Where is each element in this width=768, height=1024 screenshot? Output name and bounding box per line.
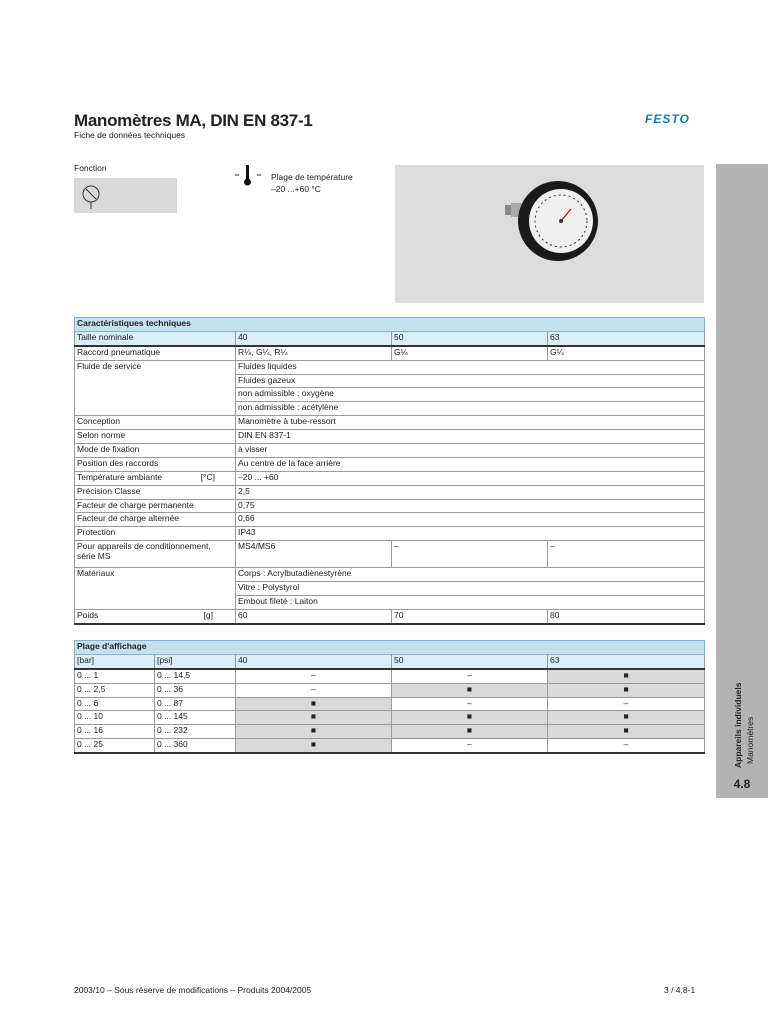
table-row — [75, 485, 705, 499]
chapter-subtitle: Manomètres — [745, 716, 755, 764]
table-row — [75, 346, 705, 360]
table-row — [75, 725, 705, 739]
row-label: Mode de fixation — [75, 444, 236, 458]
table-row — [75, 416, 705, 430]
size-label: Taille nominale — [75, 331, 236, 345]
cell: non admissible : acétylène — [236, 402, 705, 416]
pressure-gauge-symbol-icon — [74, 178, 177, 213]
cell-psi: 0 ... 232 — [155, 725, 236, 739]
cell: Manomètre à tube-ressort — [236, 416, 705, 430]
row-label: Conception — [75, 416, 236, 430]
cell-50: ■ — [392, 711, 548, 725]
label-line: Pour appareils de conditionnement, — [77, 541, 211, 552]
cell: G¼ — [548, 346, 705, 360]
row-label: Précision Classe — [75, 485, 236, 499]
size-63: 63 — [548, 331, 705, 345]
cell: Fluides liquides — [236, 360, 705, 374]
unit: [g] — [203, 609, 213, 620]
cell-bar: 0 ... 2,5 — [75, 683, 155, 697]
table-row — [75, 331, 705, 345]
row-label: Protection — [75, 527, 236, 541]
cell-40: – — [236, 669, 392, 683]
table-row — [75, 568, 705, 582]
cell: 60 — [236, 609, 392, 623]
row-label: Matériaux — [75, 568, 236, 610]
cell-63: – — [548, 739, 705, 753]
table-row — [75, 527, 705, 541]
cell-bar: 0 ... 1 — [75, 669, 155, 683]
label-text: Température ambiante — [77, 471, 163, 482]
table-row — [75, 654, 705, 668]
row-label — [75, 471, 236, 485]
size-40: 40 — [236, 331, 392, 345]
cell: IP43 — [236, 527, 705, 541]
cell-50: – — [392, 669, 548, 683]
function-symbol-box — [74, 178, 177, 213]
cell-40: ■ — [236, 739, 392, 753]
cell: G¼ — [392, 346, 548, 360]
table-row — [75, 683, 705, 697]
cell-40: ■ — [236, 725, 392, 739]
temperature-value: –20 ...+60 °C — [271, 184, 321, 194]
row-label: Selon norme — [75, 430, 236, 444]
cell: –20 ... +60 — [236, 471, 705, 485]
cell-50: – — [392, 739, 548, 753]
cell-40: – — [236, 683, 392, 697]
cell: 0,66 — [236, 513, 705, 527]
col-bar: [bar] — [75, 654, 155, 668]
cell: Au centre de la face arrière — [236, 457, 705, 471]
cell-bar: 0 ... 6 — [75, 697, 155, 711]
temperature-label: Plage de température — [271, 172, 353, 182]
cell: Vitre : Polystyrol — [236, 582, 705, 596]
cell-40: ■ — [236, 697, 392, 711]
cell-63: ■ — [548, 669, 705, 683]
table-row — [75, 457, 705, 471]
thermometer-icon — [233, 164, 263, 188]
table-row — [75, 697, 705, 711]
tech-specs-table — [74, 317, 705, 625]
cell: – — [548, 541, 705, 568]
cell-psi: 0 ... 360 — [155, 739, 236, 753]
chapter-tab-text — [716, 680, 768, 770]
cell-50: ■ — [392, 683, 548, 697]
cell-bar: 0 ... 25 — [75, 739, 155, 753]
table-row — [75, 430, 705, 444]
pressure-gauge-image — [395, 165, 704, 303]
cell: à visser — [236, 444, 705, 458]
cell-40: ■ — [236, 711, 392, 725]
col-psi: [psi] — [155, 654, 236, 668]
table-row — [75, 471, 705, 485]
page-number: 3 / 4.8-1 — [664, 985, 696, 995]
cell: – — [392, 541, 548, 568]
temperature-range — [271, 171, 353, 195]
table-row — [75, 499, 705, 513]
festo-logo: FESTO — [645, 112, 690, 126]
size-50: 50 — [392, 654, 548, 668]
cell-63: ■ — [548, 711, 705, 725]
cell-bar: 0 ... 10 — [75, 711, 155, 725]
page-title: Manomètres MA, DIN EN 837-1 — [74, 111, 313, 130]
range-table-title: Plage d'affichage — [75, 641, 705, 655]
table-row — [75, 444, 705, 458]
table-row — [75, 513, 705, 527]
row-label: Raccord pneumatique — [75, 346, 236, 360]
unit: [°C] — [200, 471, 215, 482]
chapter-number: 4.8 — [733, 777, 751, 791]
size-63: 63 — [548, 654, 705, 668]
table-row — [75, 609, 705, 623]
tech-table-title: Caractéristiques techniques — [75, 318, 705, 332]
cell-63: ■ — [548, 683, 705, 697]
chapter-title: Appareils individuels — [733, 682, 743, 768]
table-row — [75, 739, 705, 753]
cell: 2,5 — [236, 485, 705, 499]
cell: MS4/MS6 — [236, 541, 392, 568]
row-label: Facteur de charge alternée — [75, 513, 236, 527]
cell-63: ■ — [548, 725, 705, 739]
cell-psi: 0 ... 14,5 — [155, 669, 236, 683]
row-label: Position des raccords — [75, 457, 236, 471]
cell: 70 — [392, 609, 548, 623]
footer-note: 2003/10 – Sous réserve de modifications – Produits 2004/2005 — [74, 985, 312, 995]
cell: Embout fileté : Laiton — [236, 596, 705, 610]
size-40: 40 — [236, 654, 392, 668]
cell: R⅛, G¼, R¼ — [236, 346, 392, 360]
cell: DIN EN 837-1 — [236, 430, 705, 444]
cell: Fluides gazeux — [236, 374, 705, 388]
row-label — [75, 609, 236, 623]
size-50: 50 — [392, 331, 548, 345]
page-subtitle: Fiche de données techniques — [74, 130, 186, 140]
row-label: Fluide de service — [75, 360, 236, 416]
cell: 0,75 — [236, 499, 705, 513]
table-row — [75, 711, 705, 725]
cell-psi: 0 ... 87 — [155, 697, 236, 711]
function-label: Fonction — [74, 163, 107, 173]
row-label: Facteur de charge permanente — [75, 499, 236, 513]
row-label — [75, 541, 236, 568]
label-line: série MS — [77, 551, 111, 562]
table-row — [75, 541, 705, 568]
cell: non admissible : oxygène — [236, 388, 705, 402]
table-row — [75, 669, 705, 683]
cell: 80 — [548, 609, 705, 623]
cell-psi: 0 ... 145 — [155, 711, 236, 725]
cell-50: ■ — [392, 725, 548, 739]
product-photo — [395, 165, 704, 303]
cell-psi: 0 ... 36 — [155, 683, 236, 697]
display-range-table — [74, 640, 705, 754]
cell-50: – — [392, 697, 548, 711]
label-text: Poids — [77, 609, 99, 620]
cell-bar: 0 ... 16 — [75, 725, 155, 739]
cell-63: – — [548, 697, 705, 711]
cell: Corps : Acrylbutadiènestyrène — [236, 568, 705, 582]
table-row — [75, 360, 705, 374]
